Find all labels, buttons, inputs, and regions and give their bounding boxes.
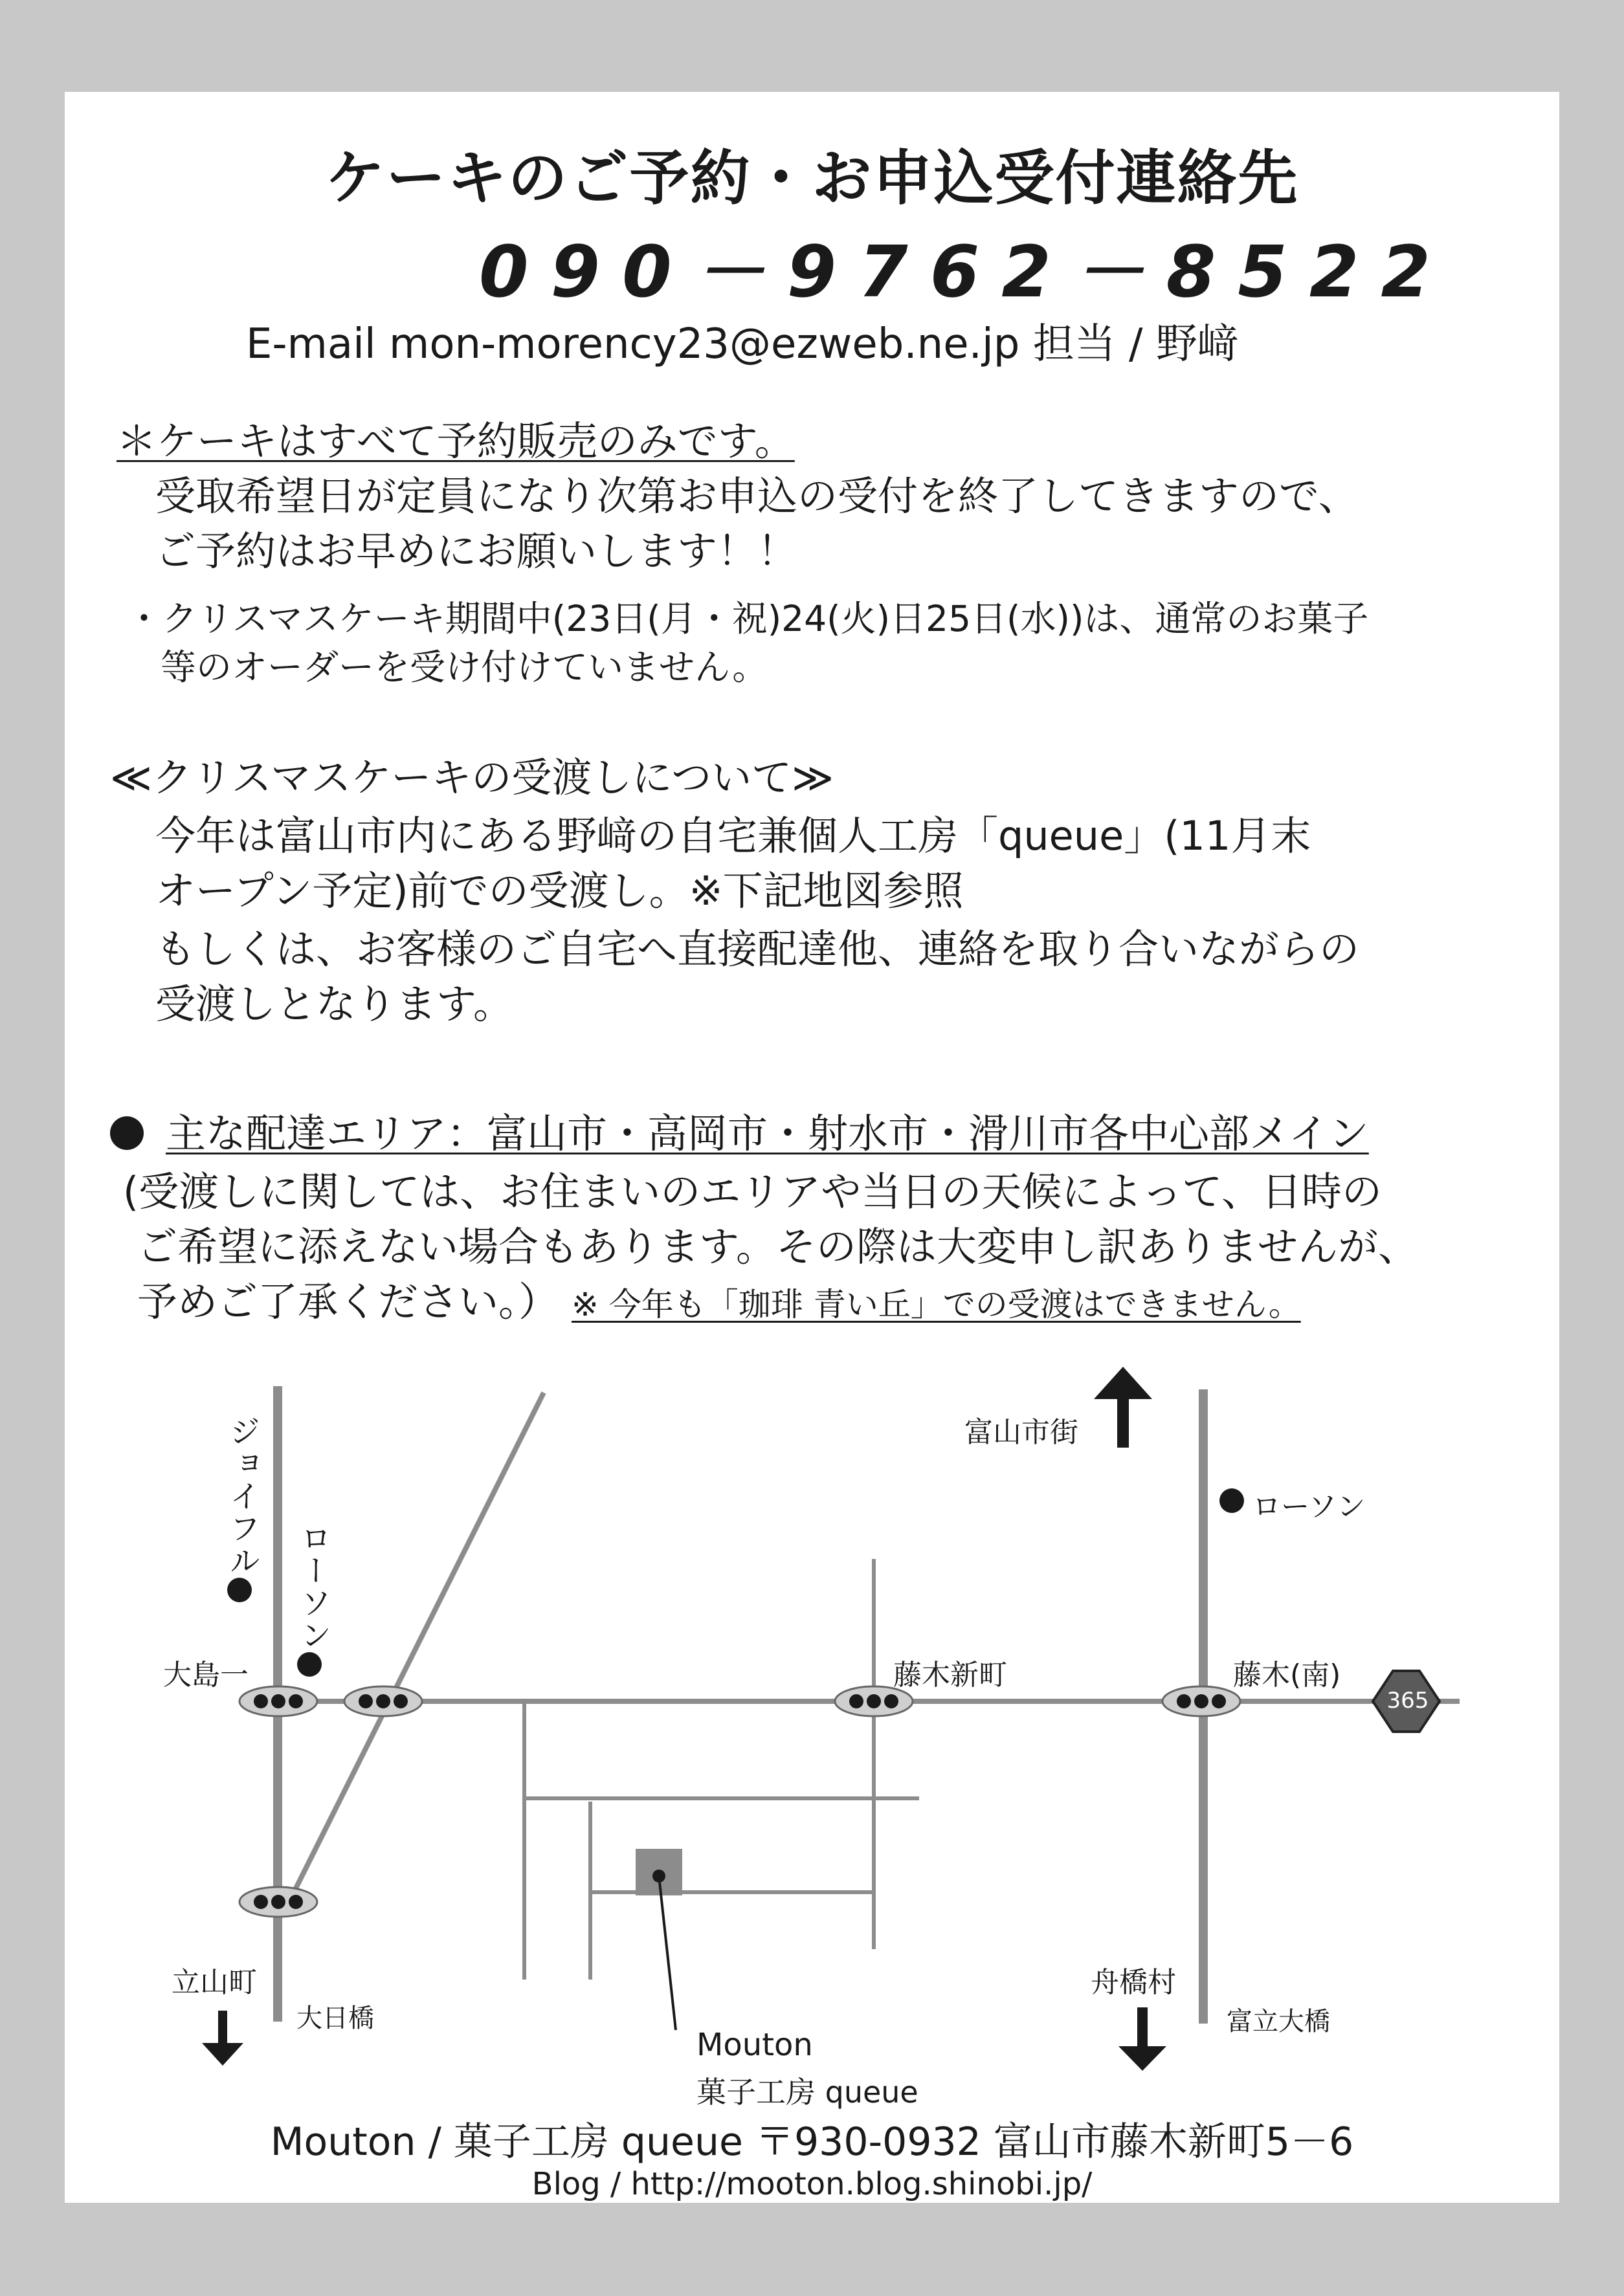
- area-note-1: (受渡しに関しては、お住まいのエリアや当日の天候によって、日時の: [123, 1168, 1382, 1215]
- notice-line-4: 等のオーダーを受け付けていません。: [161, 646, 768, 688]
- map-label-dainichi: 大日橋: [296, 2003, 374, 2033]
- delivery-line-1: 今年は富山市内にある野﨑の自宅兼個人工房「queue」(11月末: [155, 812, 1311, 859]
- footer-blog-link[interactable]: Blog / http://mooton.blog.shinobi.jp/: [531, 2166, 1093, 2202]
- arrow-down-icon: [202, 2011, 243, 2066]
- map-label-fujiki-shinmachi: 藤木新町: [893, 1659, 1007, 1692]
- area-note-3b: ※ 今年も「珈琲 青い丘」での受渡はできません。: [572, 1286, 1301, 1323]
- map-label-shop-sub: 菓子工房 queue: [696, 2075, 918, 2110]
- joyful-marker-icon: [227, 1578, 252, 1602]
- map-label-lawson-left: ローソン: [295, 1522, 331, 1651]
- arrow-down-icon: [1118, 2007, 1166, 2071]
- map-label-lawson-right: ローソン: [1252, 1490, 1366, 1523]
- title: ケーキのご予約・お申込受付連絡先: [325, 144, 1299, 213]
- map-label-route: 365: [1386, 1688, 1429, 1714]
- traffic-signal-icon: [1162, 1686, 1240, 1716]
- phone-number: 090－9762－8522: [479, 230, 1452, 313]
- map-label-fujiki-minami: 藤木(南): [1233, 1659, 1341, 1692]
- delivery-heading: ≪クリスマスケーキの受渡しについて≫: [110, 754, 834, 801]
- shop-leader-line: [659, 1876, 676, 2030]
- delivery-line-3: もしくは、お客様のご自宅へ直接配達他、連絡を取り合いながらの: [155, 925, 1360, 973]
- arrow-up-icon: [1094, 1367, 1152, 1448]
- notice-headline: ＊ケーキはすべて予約販売のみです。: [117, 417, 795, 465]
- notice-line-2: ご予約はお早めにお願いします！！: [155, 527, 798, 575]
- access-map: [65, 92, 1559, 2203]
- delivery-line-2: オープン予定)前での受渡し。※下記地図参照: [155, 867, 964, 914]
- lawson-left-marker-icon: [297, 1652, 322, 1677]
- area-heading: 主な配達エリア：富山市・高岡市・射水市・滑川市各中心部メイン: [166, 1110, 1369, 1157]
- map-label-shop-name: Mouton: [696, 2027, 813, 2063]
- map-label-tomitate: 富立大橋: [1227, 2007, 1330, 2037]
- area-note-3a: 予めご了承ください。）: [137, 1278, 559, 1325]
- map-label-toyama-city: 富山市街: [964, 1416, 1078, 1449]
- map-label-ooshima: 大島一: [163, 1659, 249, 1692]
- map-label-tateyama: 立山町: [172, 1966, 257, 1999]
- email-line: E-mail mon-morency23@ezweb.ne.jp 担当 / 野﨑: [246, 320, 1239, 368]
- traffic-signal-icon: [239, 1686, 317, 1716]
- footer-address: Mouton / 菓子工房 queue 〒930-0932 富山市藤木新町5－6: [270, 2119, 1354, 2165]
- traffic-signal-icon: [239, 1887, 317, 1917]
- area-note-2: ご希望に添えない場合もあります。その際は大変申し訳ありませんが、: [137, 1223, 1419, 1270]
- lawson-right-marker-icon: [1219, 1488, 1244, 1513]
- notice-line-1: 受取希望日が定員になり次第お申込の受付を終了してきますので、: [155, 472, 1359, 520]
- traffic-signal-icon: [344, 1686, 422, 1716]
- flyer-sheet: [65, 92, 1559, 2203]
- notice-line-3: ・クリスマスケーキ期間中(23日(月・祝)24(火)日25日(水))は、通常のお菓子: [126, 598, 1369, 639]
- map-label-joyful: ジョイフル: [224, 1415, 260, 1577]
- delivery-line-4: 受渡しとなります。: [155, 980, 514, 1028]
- map-label-funahashi: 舟橋村: [1091, 1966, 1176, 1999]
